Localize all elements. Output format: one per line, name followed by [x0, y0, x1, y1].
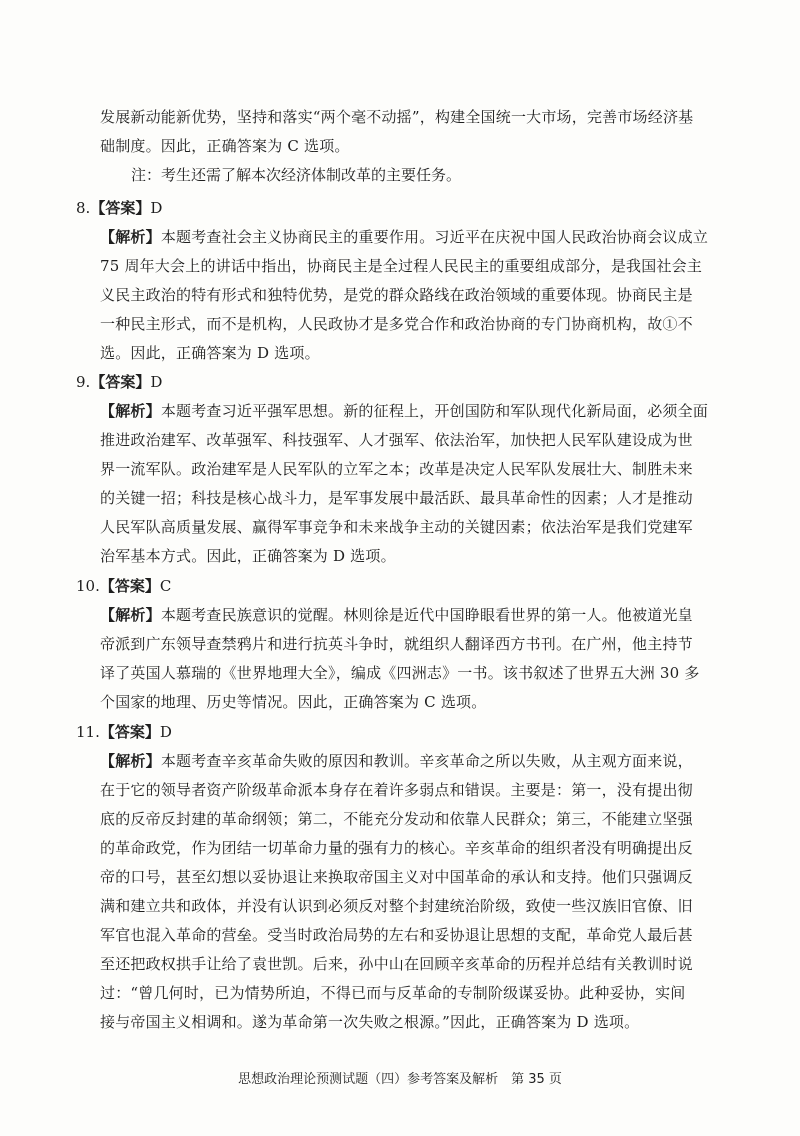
question-number: 11. [76, 723, 100, 741]
analysis-line: 接与帝国主义相调和。遂为革命第一次失败之根源。”因此，正确答案为 D 选项。 [100, 1013, 640, 1031]
question-11-answer-row [76, 718, 172, 747]
answer-label: 【答案】 [99, 723, 160, 741]
question-8-answer-row [76, 194, 162, 223]
answer-label: 【答案】 [90, 373, 151, 391]
analysis-line: 在于它的领导者资产阶级革命派本身存在着许多弱点和错误。主要是：第一，没有提出彻 [100, 781, 693, 799]
question-8-analysis [100, 223, 730, 368]
analysis-line: 帝的口号，甚至幻想以妥协退让来换取帝国主义对中国革命的承认和支持。他们只强调反 [100, 868, 693, 886]
analysis-line: 至还把政权拱手让给了袁世凯。后来，孙中山在回顾辛亥革命的历程并总结有关教训时说 [100, 955, 693, 973]
page-footer: 思想政治理论预测试题（四）参考答案及解析 第 35 页 [238, 1072, 562, 1087]
question-10-answer-row [76, 572, 171, 601]
answer-value: D [150, 373, 163, 391]
analysis-label: 【解析】 [100, 606, 161, 624]
analysis-line: 过：“曾几何时，已为情势所迫，不得已而与反革命的专制阶级谋妥协。此种妥协，实间 [100, 984, 686, 1002]
analysis-line: 本题考查习近平强军思想。新的征程上，开创国防和军队现代化新局面，必须全面 [160, 402, 709, 420]
intro-note: 注：考生还需了解本次经济体制改革的主要任务。 [131, 166, 462, 184]
analysis-line: 军官也混入革命的营垒。受当时政治局势的左右和妥协退让思想的支配，革命党人最后甚 [100, 926, 693, 944]
analysis-label: 【解析】 [100, 228, 161, 246]
analysis-line: 底的反帝反封建的革命纲领；第二，不能充分发动和依靠人民群众；第三，不能建立坚强 [100, 810, 693, 828]
analysis-line: 的革命政党，作为团结一切革命力量的强有力的核心。辛亥革命的组织者没有明确提出反 [100, 839, 693, 857]
answer-value: D [150, 199, 163, 217]
analysis-line: 帝派到广东领导查禁鸦片和进行抗英斗争时，就组织人翻译西方书刊。在广州，他主持节 [100, 635, 693, 653]
analysis-line: 一种民主形式，而不是机构，人民政协才是多党合作和政治协商的专门协商机构，故①不 [100, 315, 693, 333]
analysis-line: 义民主政治的特有形式和独特优势，是党的群众路线在政治领域的重要体现。协商民主是 [100, 286, 693, 304]
intro-line: 础制度。因此，正确答案为 C 选项。 [100, 137, 350, 155]
analysis-line: 75 周年大会上的讲话中指出，协商民主是全过程人民民主的重要组成部分，是我国社会主 [100, 257, 703, 275]
question-10-analysis [100, 601, 730, 717]
question-9-answer-row [76, 368, 162, 397]
analysis-label: 【解析】 [100, 402, 161, 420]
answer-value: D [159, 723, 172, 741]
analysis-line: 的关键一招；科技是核心战斗力，是军事发展中最活跃、最具革命性的因素；人才是推动 [100, 489, 693, 507]
question-number: 8. [76, 199, 91, 217]
question-number: 9. [76, 373, 91, 391]
analysis-line: 治军基本方式。因此，正确答案为 D 选项。 [100, 547, 396, 565]
analysis-line: 推进政治建军、改革强军、科技强军、人才强军、依法治军，加快把人民军队建设成为世 [100, 431, 693, 449]
question-11-analysis [100, 747, 730, 1037]
analysis-line: 界一流军队。政治建军是人民军队的立军之本；改革是决定人民军队发展壮大、制胜未来 [100, 460, 693, 478]
analysis-line: 个国家的地理、历史等情况。因此，正确答案为 C 选项。 [100, 693, 487, 711]
question-9-analysis [100, 397, 730, 571]
analysis-line: 选。因此，正确答案为 D 选项。 [100, 344, 320, 362]
analysis-line: 满和建立共和政体，并没有认识到必须反对整个封建统治阶级，致使一些汉族旧官僚、旧 [100, 897, 693, 915]
analysis-line: 本题考查辛亥革命失败的原因和教训。辛亥革命之所以失败，从主观方面来说， [160, 752, 693, 770]
analysis-line: 人民军队高质量发展、赢得军事竞争和未来战争主动的关键因素；依法治军是我们党建军 [100, 518, 693, 536]
intro-paragraph [100, 103, 730, 161]
analysis-label: 【解析】 [100, 752, 161, 770]
question-number: 10. [76, 577, 100, 595]
answer-label: 【答案】 [99, 577, 160, 595]
intro-line: 发展新动能新优势，坚持和落实“两个毫不动摇”，构建全国统一大市场，完善市场经济基 [100, 108, 694, 126]
analysis-line: 译了英国人慕瑞的《世界地理大全》，编成《四洲志》一书。该书叙述了世界五大洲 30 多 [100, 664, 700, 682]
analysis-line: 本题考查社会主义协商民主的重要作用。习近平在庆祝中国人民政治协商会议成立 [160, 228, 709, 246]
analysis-line: 本题考查民族意识的觉醒。林则徐是近代中国睁眼看世界的第一人。他被道光皇 [160, 606, 693, 624]
answer-value: C [159, 577, 172, 595]
answer-label: 【答案】 [90, 199, 151, 217]
